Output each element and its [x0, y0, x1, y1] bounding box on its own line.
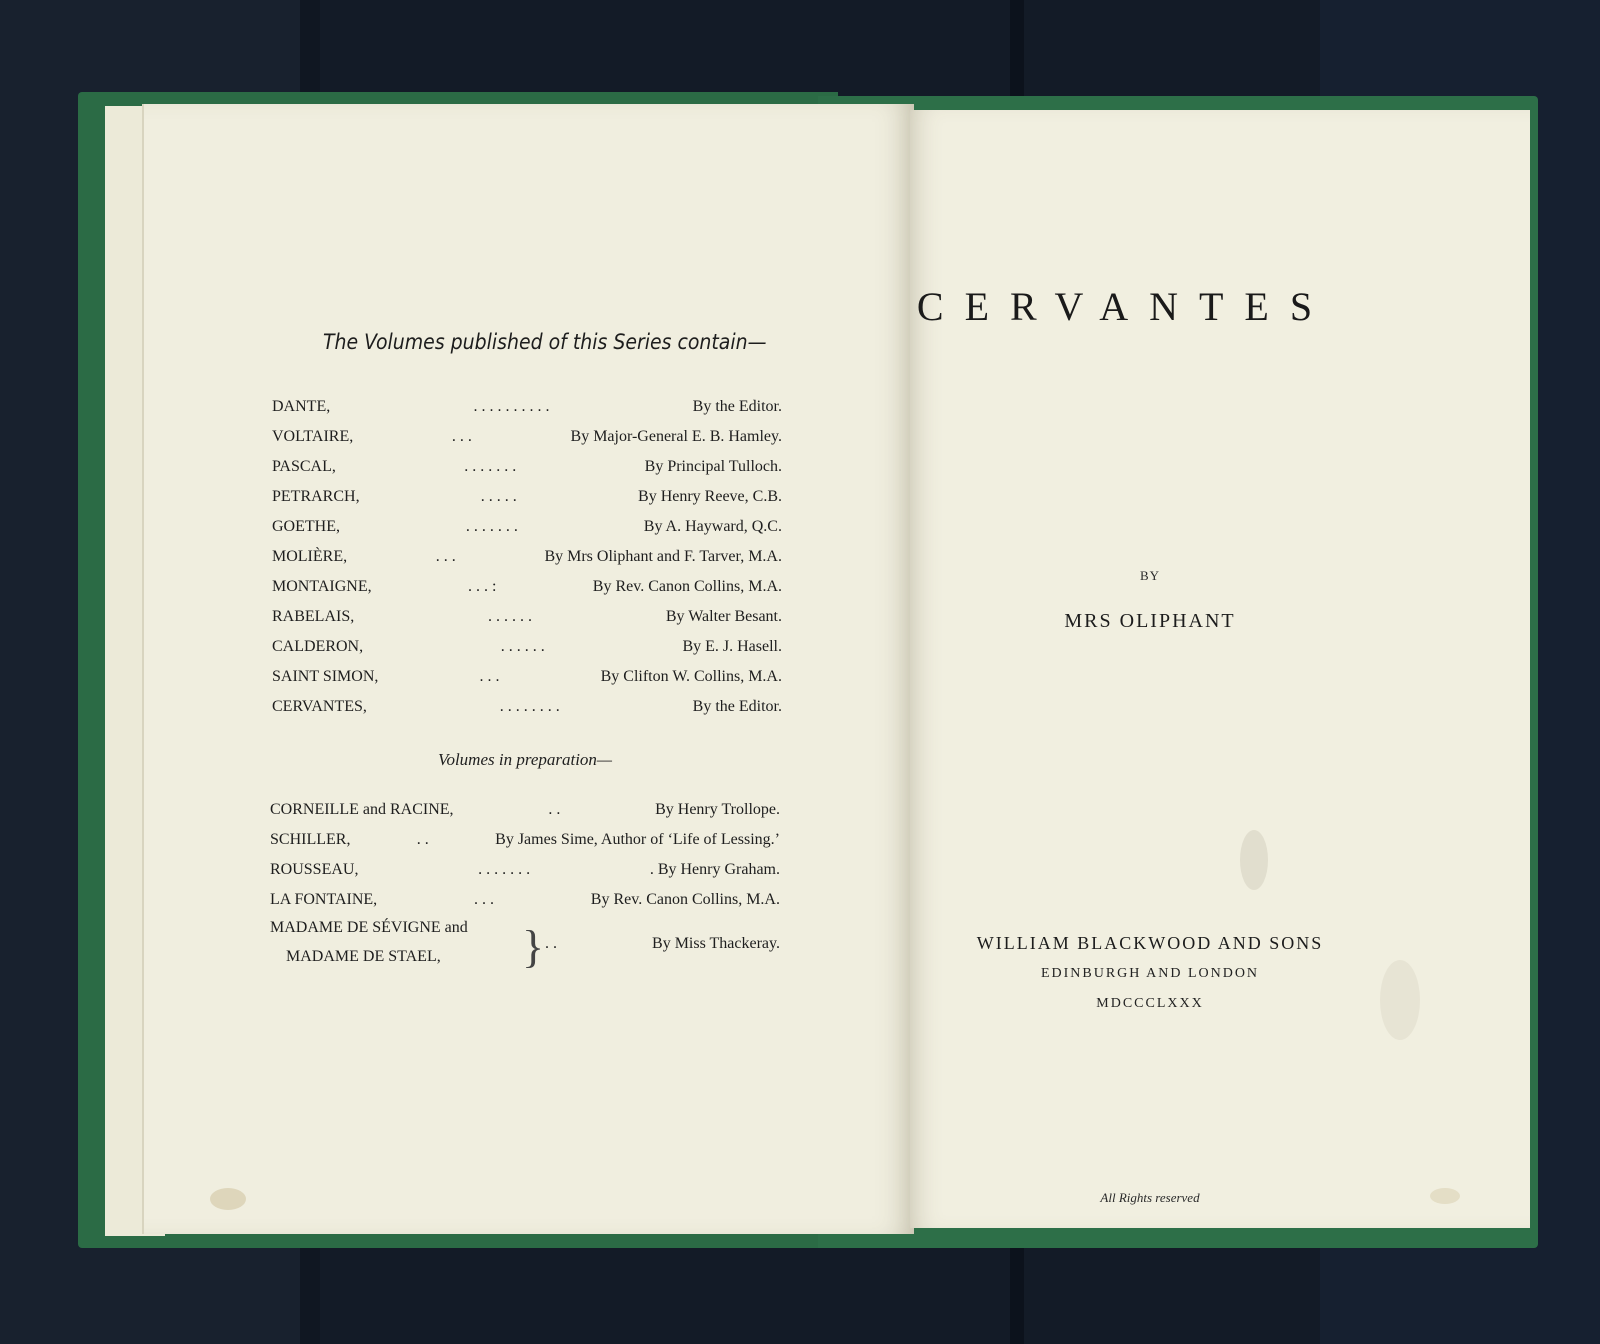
volume-subject: SCHILLER,: [270, 831, 351, 848]
volume-subject: LA FONTAINE,: [270, 891, 378, 908]
foxing-spot: [210, 1188, 246, 1210]
leader-dots: . .: [548, 801, 561, 818]
foxing-spot: [1380, 960, 1420, 1040]
list-item: [272, 602, 782, 632]
preparation-heading: Volumes in preparation—: [437, 750, 613, 769]
series-heading: The Volumes published of this Series contain—: [323, 330, 767, 354]
volume-author: By Clifton W. Collins, M.A.: [600, 668, 782, 685]
leader-dots: . . . . . .: [500, 638, 545, 655]
list-item: [272, 422, 782, 452]
list-item: [270, 795, 780, 825]
preparation-volumes-list: [270, 795, 780, 979]
author-name: MRS OLIPHANT: [1064, 610, 1236, 632]
by-label: BY: [1139, 568, 1161, 583]
publisher-cities: EDINBURGH AND LONDON: [1040, 966, 1260, 981]
leader-dots: . . .: [473, 891, 494, 908]
leader-dots: . . . . . . . . . .: [473, 398, 550, 415]
volume-subject: DANTE,: [272, 398, 331, 415]
leader-dots: . .: [545, 935, 557, 952]
list-item: [272, 392, 782, 422]
volume-author: By Rev. Canon Collins, M.A.: [590, 891, 780, 908]
leader-dots: . . .: [451, 428, 472, 445]
list-item: [272, 662, 782, 692]
volume-author: By Henry Reeve, C.B.: [638, 488, 782, 505]
volume-author: By A. Hayward, Q.C.: [643, 518, 782, 535]
leader-dots: . . . . . . .: [464, 458, 517, 475]
leader-dots: . . .: [479, 668, 500, 685]
volume-subject: CORNEILLE and RACINE,: [270, 801, 454, 818]
volume-subject: GOETHE,: [272, 518, 340, 535]
list-item-paired: [270, 917, 780, 979]
volume-author: By Major-General E. B. Hamley.: [570, 428, 782, 445]
volume-author: By Henry Trollope.: [655, 801, 780, 818]
list-item: [272, 542, 782, 572]
volume-subject: MADAME DE SÉVIGNE and: [270, 919, 468, 936]
list-item: [272, 692, 782, 722]
brace-mark: }: [522, 921, 545, 972]
volume-subject: VOLTAIRE,: [272, 428, 354, 445]
list-item: [270, 885, 780, 915]
volume-subject: SAINT SIMON,: [272, 668, 379, 685]
right-page: [910, 110, 1530, 1228]
volume-author: By Rev. Canon Collins, M.A.: [592, 578, 782, 595]
volume-author: By Mrs Oliphant and F. Tarver, M.A.: [544, 548, 782, 565]
list-item: [272, 572, 782, 602]
volume-subject: RABELAIS,: [272, 608, 355, 625]
volume-author: By the Editor.: [692, 398, 782, 415]
leader-dots: . . . . . . .: [465, 518, 518, 535]
book-title: CERVANTES: [916, 284, 1334, 329]
list-item: [270, 825, 780, 855]
volume-subject: PETRARCH,: [272, 488, 360, 505]
leader-dots: . . . . . .: [488, 608, 533, 625]
foxing-spot: [1240, 830, 1268, 890]
leader-dots: . .: [416, 831, 429, 848]
volume-author: By Principal Tulloch.: [644, 458, 782, 475]
volume-author: By Walter Besant.: [665, 608, 782, 625]
volume-author: By James Sime, Author of ‘Life of Lessing.’: [495, 831, 780, 848]
volume-subject: ROUSSEAU,: [270, 861, 359, 878]
leader-dots: . . . . . . .: [478, 861, 531, 878]
volume-subject: CERVANTES,: [272, 698, 367, 715]
volume-subject: MONTAIGNE,: [272, 578, 372, 595]
volume-subject: CALDERON,: [272, 638, 364, 655]
volume-author: By the Editor.: [692, 698, 782, 715]
leader-dots: . . . . .: [480, 488, 517, 505]
foxing-spot: [1430, 1188, 1460, 1204]
list-item: [270, 855, 780, 885]
volume-author: By Miss Thackeray.: [652, 935, 780, 952]
volume-subject: MADAME DE STAEL,: [286, 948, 441, 965]
volume-subject: MOLIÈRE,: [272, 548, 348, 565]
list-item: [272, 632, 782, 662]
list-item: [272, 452, 782, 482]
volume-author: . By Henry Graham.: [649, 861, 780, 878]
publisher-name: WILLIAM BLACKWOOD AND SONS: [976, 933, 1324, 953]
list-item: [272, 512, 782, 542]
volume-author: By E. J. Hasell.: [682, 638, 782, 655]
volume-subject: PASCAL,: [272, 458, 336, 475]
leader-dots: . . . :: [467, 578, 497, 595]
published-volumes-list: [272, 392, 782, 722]
leader-dots: . . .: [435, 548, 456, 565]
list-item: [272, 482, 782, 512]
rights-notice: All Rights reserved: [1100, 1190, 1200, 1205]
leader-dots: . . . . . . . .: [499, 698, 560, 715]
publication-year: MDCCCLXXX: [1096, 996, 1204, 1011]
